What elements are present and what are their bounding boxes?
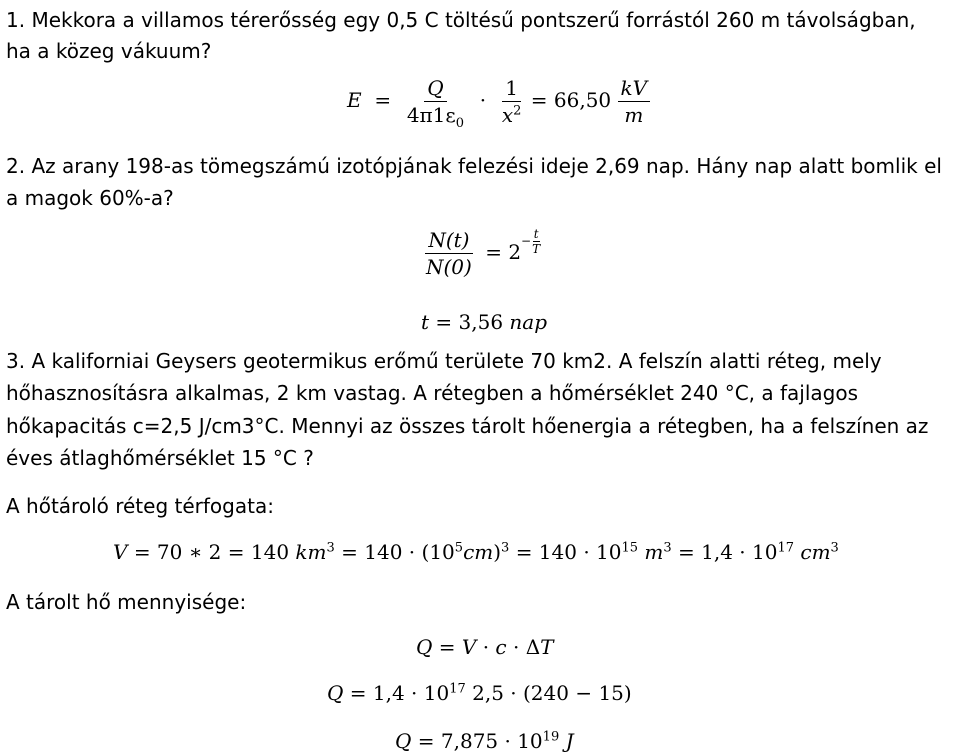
fraction-nt-over-n0 xyxy=(423,230,475,277)
unit-m: m xyxy=(644,540,664,564)
rhs-base: = 2 xyxy=(485,240,522,264)
problem-2-text-line-1: 2. Az arany 198-as tömegszámú izotópjának felezési ideje 2,69 nap. Hány nap alatt bomlik el xyxy=(6,154,942,178)
exp: 3 xyxy=(663,540,672,556)
v-symbol: V xyxy=(113,540,128,564)
eq-value: = 66,50 xyxy=(530,88,612,112)
segment: 2,5 · (240 − 15) xyxy=(472,681,632,705)
exp: 3 xyxy=(326,540,335,556)
problem-1-equation xyxy=(347,76,650,131)
den-base: 4π1ε xyxy=(406,103,456,127)
unit-fraction xyxy=(618,78,651,125)
q-symbol: Q xyxy=(327,681,344,705)
multiply-dot: · xyxy=(512,635,520,659)
eq-lhs: t xyxy=(421,310,430,334)
numerator: 1 xyxy=(502,78,521,102)
exp: 17 xyxy=(777,540,795,556)
problem-2-equation-2 xyxy=(421,312,547,332)
segment: = 70 ∗ 2 = 140 xyxy=(133,540,290,564)
exp: 15 xyxy=(621,540,639,556)
problem-2-equation-1 xyxy=(423,226,541,279)
segment: = 1,4 · 10 xyxy=(349,681,450,705)
unit-denominator: m xyxy=(624,103,644,127)
heat-label: A tárolt hő mennyisége: xyxy=(6,590,247,614)
denominator xyxy=(404,102,467,131)
c-symbol: c xyxy=(495,635,507,659)
eq-unit: nap xyxy=(509,310,548,334)
den-sub: 0 xyxy=(455,116,465,131)
exponent xyxy=(521,228,541,255)
unit-cm: cm xyxy=(800,540,831,564)
problem-3-text-line-2: hőhasznosításra alkalmas, 2 km vastag. A rétegben a hőmérséklet 240 °C, a fajlagos xyxy=(6,381,859,405)
eq-rhs: = 3,56 xyxy=(435,310,504,334)
eq-sign: = xyxy=(367,88,398,112)
fraction-1-over-x2 xyxy=(499,78,525,125)
denominator: N(0) xyxy=(426,255,472,279)
fraction-q-over-4pi-eps xyxy=(404,76,467,131)
volume-label: A hőtároló réteg térfogata: xyxy=(6,494,274,518)
problem-1-text-line-1: 1. Mekkora a villamos térerősség egy 0,5 C töltésű pontszerű forrástól 260 m távolságban, xyxy=(6,8,916,32)
t-symbol: T xyxy=(540,635,554,659)
unit-numerator: kV xyxy=(618,78,651,102)
delta-symbol: Δ xyxy=(525,635,541,659)
numerator: N(t) xyxy=(425,230,472,254)
exp-denominator: T xyxy=(532,241,541,256)
problem-2-text-line-2: a magok 60%-a? xyxy=(6,186,174,210)
unit-cm: cm xyxy=(463,540,494,564)
problem-3-text-line-1: 3. A kaliforniai Geysers geotermikus erőmű területe 70 km2. A felszín alatti réteg, mely xyxy=(6,349,882,373)
volume-equation xyxy=(113,542,839,562)
exp-minus: − xyxy=(521,234,532,248)
problem-1-text-line-2: ha a közeg vákuum? xyxy=(6,39,212,63)
exp-fraction xyxy=(531,228,541,255)
exp: 5 xyxy=(454,540,464,556)
numerator: Q xyxy=(424,78,446,102)
unit-km: km xyxy=(295,540,327,564)
q-symbol: Q xyxy=(416,635,433,659)
exp: 3 xyxy=(501,540,510,556)
segment: = 7,875 · 10 xyxy=(417,729,543,753)
eq-lhs: E xyxy=(347,88,362,112)
segment: = 1,4 · 10 xyxy=(678,540,778,564)
exp-numerator: t xyxy=(533,226,539,241)
q-symbol: Q xyxy=(395,729,412,753)
heat-equation-3 xyxy=(395,731,574,751)
den-base: x xyxy=(501,103,514,127)
segment: ) xyxy=(493,540,502,564)
multiply-dot: · xyxy=(473,88,493,112)
segment: = 140 · (10 xyxy=(341,540,455,564)
segment: = 140 · 10 xyxy=(515,540,622,564)
problem-3-text-line-4: éves átlaghőmérséklet 15 °C ? xyxy=(6,446,314,470)
unit-j: J xyxy=(565,729,574,753)
v-symbol: V xyxy=(461,635,477,659)
den-sup: 2 xyxy=(513,103,522,119)
exp: 19 xyxy=(542,729,560,745)
exp: 17 xyxy=(449,681,466,697)
equals: = xyxy=(438,635,456,659)
problem-3-text-line-3: hőkapacitás c=2,5 J/cm3°C. Mennyi az összes tárolt hőenergia a rétegben, ha a felszínen az xyxy=(6,414,929,438)
exp: 3 xyxy=(830,540,839,556)
heat-equation-1 xyxy=(416,637,554,657)
multiply-dot: · xyxy=(482,635,490,659)
heat-equation-2 xyxy=(327,683,632,703)
denominator xyxy=(499,102,525,125)
